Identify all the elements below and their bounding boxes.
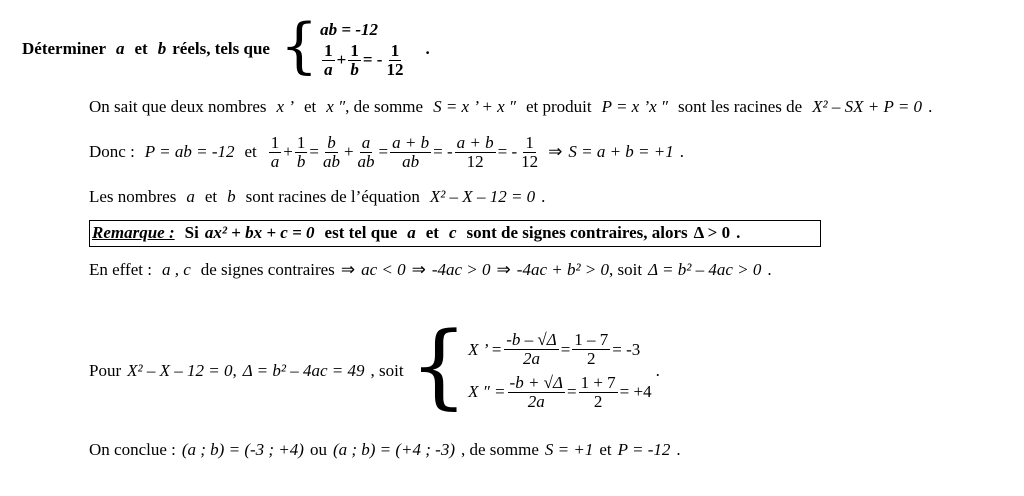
math-x1: X ’ = — [468, 339, 503, 359]
frac-den: 2 — [593, 391, 603, 411]
frac-den: ab — [402, 151, 420, 171]
text: Donc : — [89, 142, 135, 161]
text: On sait que deux nombres — [89, 97, 267, 116]
math-ineq: ac < 0 — [361, 260, 406, 279]
frac-num: a — [361, 132, 371, 152]
dot: . — [676, 440, 681, 459]
frac-num: 1 — [350, 40, 359, 60]
line-conclusion — [89, 439, 681, 461]
math-x2: x ″ — [326, 97, 346, 116]
text: et — [425, 223, 439, 242]
dot: . — [655, 361, 660, 380]
frac-den: ab — [322, 151, 340, 171]
frac-num: 1 — [525, 132, 534, 152]
dot: . — [541, 187, 546, 206]
remark-line — [92, 222, 740, 244]
frac-num: 1 — [296, 132, 306, 152]
system-eq2 — [320, 42, 407, 79]
frac-den: 12 — [521, 151, 539, 171]
dot: . — [425, 39, 430, 58]
text: sont de signes contraires, alors — [466, 223, 688, 242]
frac-den: 12 — [466, 151, 484, 171]
math-delta: Δ > 0 — [693, 223, 731, 242]
text: En effet : — [89, 260, 152, 279]
frac-num: 1 — [270, 132, 280, 152]
line-racines — [89, 186, 545, 208]
text: et produit — [525, 97, 592, 116]
remark-label: Remarque : — [92, 223, 175, 242]
var-b: b — [157, 39, 167, 58]
line-en-effet — [89, 259, 772, 281]
math-sum: S = a + b = +1 — [568, 142, 674, 161]
text: ou — [309, 440, 327, 459]
var-c: c — [448, 223, 457, 242]
root-value: = -3 — [612, 339, 641, 359]
math-x1: x ’ — [276, 97, 294, 116]
frac-num: 1 — [324, 40, 333, 60]
text: , soit — [609, 260, 643, 279]
var-a: a — [116, 39, 125, 58]
et-text: et — [134, 39, 148, 58]
var-a: a — [186, 187, 195, 206]
frac-num: a + b — [456, 132, 494, 152]
implies-arrow: ⇒ — [496, 260, 511, 279]
text: On conclue : — [89, 440, 176, 459]
dot: . — [736, 223, 741, 242]
text: sont les racines de — [678, 97, 803, 116]
text: sont racines de l’équation — [245, 187, 420, 206]
rest-text: réels, tels que — [172, 39, 270, 58]
text: et — [304, 97, 317, 116]
math-pair2: (a ; b) = (+4 ; -3) — [332, 440, 456, 459]
math-equation: ax² + bx + c = 0 — [204, 223, 315, 242]
text: et — [599, 440, 612, 459]
text: , de somme — [345, 97, 424, 116]
frac-num: b — [327, 132, 336, 152]
implies-arrow: ⇒ — [548, 142, 563, 161]
roots-brace: { — [409, 312, 469, 419]
math-pair1: (a ; b) = (-3 ; +4) — [181, 440, 304, 459]
text: Si — [184, 223, 199, 242]
frac-num: -b + √Δ — [509, 373, 563, 392]
frac-den: a — [270, 151, 280, 171]
var-b: b — [227, 187, 236, 206]
math-delta: Δ = b² – 4ac = 49 — [242, 361, 365, 380]
plus-sign: + — [336, 50, 347, 69]
text: , — [232, 361, 237, 380]
text: de signes contraires — [200, 260, 335, 279]
math-ac: a , c — [161, 260, 191, 279]
roots-system — [468, 331, 652, 410]
dot: . — [679, 142, 684, 161]
frac-den: 2a — [527, 391, 545, 411]
frac-den: 2a — [522, 349, 540, 369]
implies-arrow: ⇒ — [411, 260, 426, 279]
math-equation: X² – X – 12 = 0 — [127, 361, 233, 380]
text: est tel que — [324, 223, 398, 242]
dot: . — [928, 97, 933, 116]
frac-num: 1 — [390, 40, 400, 60]
line-pour — [89, 312, 660, 419]
frac-num: -b – √Δ — [506, 330, 557, 350]
math-product: P = -12 — [617, 440, 671, 459]
text: , de somme — [461, 440, 539, 459]
root-value: = +4 — [619, 382, 652, 402]
math-equation: X² – X – 12 = 0 — [429, 187, 536, 206]
frac-den: 2 — [587, 349, 596, 369]
problem-statement — [22, 11, 430, 84]
text: et — [244, 142, 257, 161]
intro-text: Déterminer — [22, 39, 107, 58]
math-delta: Δ = b² – 4ac > 0 — [648, 260, 762, 279]
system-eq1: ab = -12 — [320, 19, 379, 39]
frac-num: 1 – 7 — [574, 330, 609, 350]
text: Pour — [89, 361, 122, 380]
frac-den: b — [296, 151, 306, 171]
frac-num: 1 + 7 — [580, 373, 616, 392]
math-sum: S = +1 — [544, 440, 594, 459]
frac-den: 12 — [386, 59, 404, 79]
math-ineq: -4ac > 0 — [431, 260, 491, 279]
text: et — [204, 187, 218, 206]
var-a: a — [407, 223, 416, 242]
root-x1: X ’ = $\frac{-b - √\Delta}{2a}$ = $\frac{1 - 7}{2}$ = -3 — [468, 330, 641, 369]
line-donc: Donc : P = ab = -12 et $\frac{1}{a}$ + $\frac{1}{b}$ = $\frac{b}{ab}$ + $\frac{a}{ab}$ = $\frac{a + b}{ab}$ = - $\frac{a + b}{12}$ = - $\frac{1}{12}$ ⇒ S = a + b = +1 . — [89, 132, 684, 171]
math-product: P = x ’x ″ — [601, 97, 669, 116]
math-x2: X ″ = — [468, 382, 506, 402]
math-sum: S = x ’ + x ″ — [433, 97, 516, 116]
math-product: P = ab = -12 — [144, 142, 235, 161]
line-sum-product — [89, 96, 932, 118]
math-equation: X² – SX + P = 0 — [812, 97, 923, 116]
root-x2: X ″ = $\frac{-b + √\Delta}{2a}$ = $\frac{1 + 7}{2}$ = +4 — [468, 373, 652, 411]
frac-den: b — [350, 59, 359, 79]
system-brace: { — [279, 11, 319, 81]
equals-minus: = - — [362, 50, 383, 69]
dot: . — [767, 260, 772, 279]
text: Les nombres — [89, 187, 177, 206]
frac-den: a — [324, 59, 333, 79]
math-ineq: -4ac + b² > 0 — [516, 260, 610, 279]
text: , soit — [370, 361, 404, 380]
frac-den: ab — [357, 151, 375, 171]
system-equations — [320, 20, 407, 79]
frac-num: a + b — [392, 132, 430, 152]
implies-arrow: ⇒ — [340, 260, 356, 279]
